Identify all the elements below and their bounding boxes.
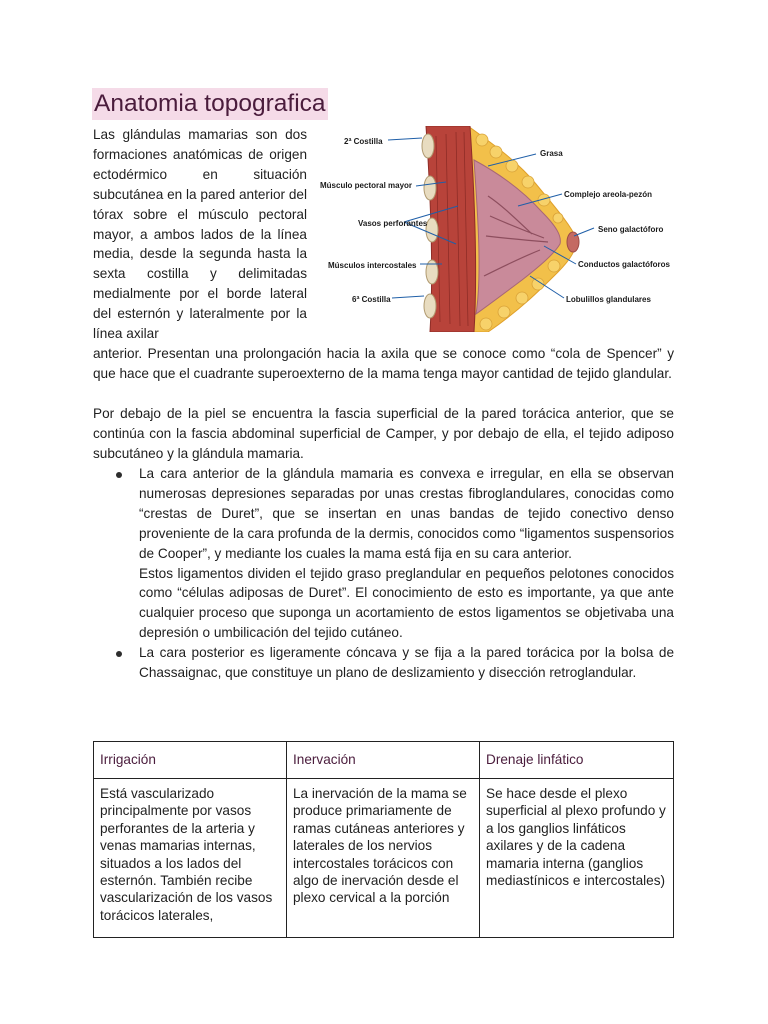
cell-inervacion: La inervación de la mama se produce primariamente de ramas cutáneas anteriores y laterales de los nervios intercostales torácicos con algo de inervación desde el plexo cervical a la porción <box>287 779 480 938</box>
bullet-text: La cara anterior de la glándula mamaria es convexa e irregular, en ella se observan numerosas depresiones separadas por unas crestas fibroglandulares, conocidas como “crestas de Duret”, que se insertan en unas bandas de tejido conectivo denso proveniente de la cara profunda de la dermis, conocidos como “ligamentos suspensorios de Cooper”, y mediante los cuales la mama está fija en su cara anterior. <box>139 466 674 561</box>
bullet-dot-icon <box>116 472 122 478</box>
label-vasos-perforantes: Vasos perforantes <box>358 219 428 228</box>
label-6a-costilla: 6ª Costilla <box>352 295 391 304</box>
label-musculo-pectoral: Músculo pectoral mayor <box>320 181 413 190</box>
label-conductos-galactoforos: Conductos galactóforos <box>578 260 671 269</box>
intro-continuation: anterior. Presentan una prolongación hacia la axila que se conoce como “cola de Spencer” y que hace que el cuadrante superoexterno de la mama tenga mayor cantidad de tejido glandular. <box>93 346 674 381</box>
fascia-paragraph: Por debajo de la piel se encuentra la fascia superficial de la pared torácica anterior, que se continúa con la fascia abdominal superficial de Camper, y por debajo de ella, el tejido adiposo subcutáneo y la glándula mamaria. <box>93 406 674 461</box>
bullet-text: La cara posterior es ligeramente cóncava y se fija a la pared torácica por la bolsa de Chassaignac, que constituye un plano de deslizamiento y disección retroglandular. <box>139 645 674 681</box>
breast-anatomy-figure <box>318 126 674 332</box>
label-musculos-intercostales: Músculos intercostales <box>328 261 417 270</box>
bullet-list <box>93 464 674 683</box>
header-drenaje: Drenaje linfático <box>480 742 674 779</box>
label-seno-galactoforo: Seno galactóforo <box>598 225 664 234</box>
list-item <box>93 464 674 643</box>
table-header-row <box>94 742 674 779</box>
bullet-extra-text: Estos ligamentos dividen el tejido graso preglandular en pequeños pelotones conocidos como “células adiposas de Duret”. El conocimiento de esto es importante, ya que ante cualquier proceso que suponga un acortamiento de estos ligamentos se objetivaba una depresión o umbilicación del tejido cutáneo. <box>139 565 674 641</box>
cell-irrigacion: Está vascularizado principalmente por vasos perforantes de la arteria y venas mamarias internas, situados a los lados del esternón. También recibe vascularización de los vasos torácicos laterales, <box>94 779 287 938</box>
bullet-dot-icon <box>116 651 122 657</box>
table-row <box>94 779 674 938</box>
cell-drenaje: Se hace desde el plexo superficial al plexo profundo y a los ganglios linfáticos axilares y de la cadena mamaria interna (ganglios mediastínicos e intercostales) <box>480 779 674 938</box>
breast-anatomy-illustration <box>318 126 674 332</box>
info-table <box>93 741 674 938</box>
intro-paragraph: Las glándulas mamarias son dos formaciones anatómicas de origen ectodérmico en situación subcutánea en la pared anterior del tórax sobre el músculo pectoral mayor, a ambos lados de la línea media, desde la segunda hasta la sexta costilla y delimitadas medialmente por el borde lateral del esternón y lateralmente por la línea axilar <box>93 127 307 342</box>
label-complejo-areola: Complejo areola-pezón <box>564 190 653 199</box>
page-title: Anatomia topografica <box>92 88 328 120</box>
header-irrigacion: Irrigación <box>94 742 287 779</box>
header-inervacion: Inervación <box>287 742 480 779</box>
list-item <box>93 643 674 683</box>
label-lobulillos-glandulares: Lobulillos glandulares <box>566 295 651 304</box>
label-2a-costilla: 2ª Costilla <box>344 137 383 146</box>
label-grasa: Grasa <box>540 149 563 158</box>
